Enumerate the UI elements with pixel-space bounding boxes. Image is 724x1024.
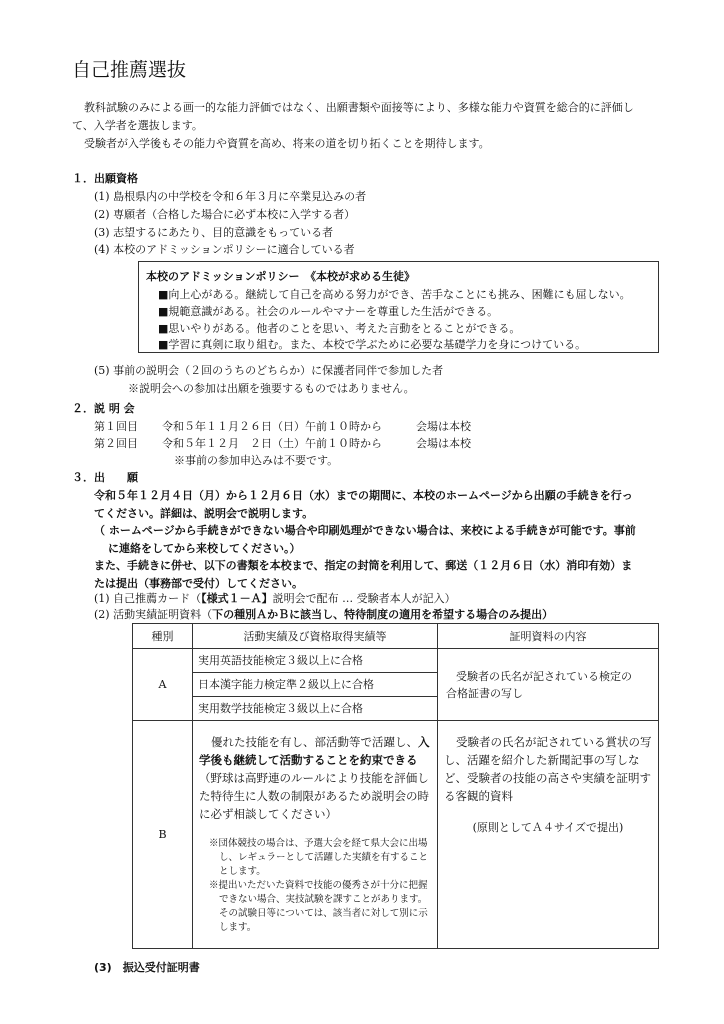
- policy-item-3: ■思いやりがある。他者のことを思い、考えた言動をとることができる。: [158, 322, 521, 335]
- proof-a: [438, 649, 659, 721]
- qualification-item-3: (3) 志望するにあたり、目的意識をもっている者: [94, 226, 334, 239]
- policy-item-1: ■向上心がある。継続して自己を高める努力ができ、苦手なことにも挑み、困難にも屈しない。: [158, 288, 631, 301]
- session-1-number: 第１回目: [94, 420, 138, 433]
- session-2-number: 第２回目: [94, 437, 138, 450]
- qualification-item-5-note: ※説明会への参加は出願を強要するものではありません。: [128, 382, 415, 395]
- application-para3-line1: また、手続きに併せ、以下の書類を本校まで、指定の封筒を利用して、郵送（１２月６日（水）消印有効）ま: [94, 559, 633, 572]
- table-row-a-1: [133, 649, 659, 673]
- table-row-b: [133, 721, 659, 949]
- activity-a-2: 日本漢字能力検定準２級以上に合格: [193, 673, 438, 697]
- intro-para2: 受験者が入学後もその能力や資質を高め、将来の道を切り拓くことを期待します。: [84, 137, 490, 150]
- session-2-date: 令和５年１２月 ２日（土）午前１０時から: [162, 437, 382, 450]
- policy-item-4: ■学習に真剣に取り組む。また、本校で学ぶために必要な基礎学力を身につけている。: [158, 338, 587, 351]
- application-para1-line1: 令和５年１２月４日（月）から１２月６日（水）までの期間に、本校のホームページから出願の手続きを行っ: [94, 489, 633, 502]
- application-para3-line2: たは提出（事務部で受付）してください。: [94, 577, 303, 590]
- section3-heading: ３．出 願: [72, 471, 138, 484]
- qualification-item-5: (5) 事前の説明会（２回のうちのどちらか）に保護者同伴で参加した者: [94, 364, 444, 377]
- session-note: ※事前の参加申込みは不要です。: [174, 454, 339, 467]
- document-item-2-prefix: (2) 活動実績証明資料（: [94, 608, 213, 621]
- proof-a-line2: 合格証書の写し: [446, 686, 523, 700]
- intro-para1-line1: 教科試験のみによる画一的な能力評価ではなく、出願書類や面接等により、多様な能力や資質を総合的に評価し: [84, 101, 634, 114]
- policy-item-2: ■規範意識がある。社会のルールやマナーを尊重した生活ができる。: [158, 305, 499, 318]
- activity-b-note-1: ※団体競技の場合は、予選大会を経て県大会に出場し、レギュラーとして活躍した実績を有することとします。: [209, 838, 429, 877]
- session-2-place: 会場は本校: [416, 437, 471, 450]
- application-para2-line1: （ ホームページから手続きができない場合や印刷処理ができない場合は、来校による手続きが可能です。事前: [94, 524, 636, 537]
- application-para2-line2: に連絡をしてから来校してください。）: [108, 542, 301, 555]
- qualification-item-2: (2) 専願者（合格した場合に必ず本校に入学する者）: [94, 208, 356, 221]
- activity-table: [132, 623, 659, 949]
- section1-heading: １．出願資格: [72, 172, 138, 185]
- proof-b-text: 受験者の氏名が記されている賞状の写し、活躍を紹介した新聞記事の写しなど、受験者の技能の高さや実績を証明する客観的資料: [444, 735, 652, 803]
- intro-para1-line2: て、入学者を選抜します。: [72, 119, 203, 132]
- table-header-activity: 活動実績及び資格取得実績等: [193, 624, 438, 649]
- proof-b: [438, 721, 659, 949]
- proof-b-size-note: (原則としてＡ４サイズで提出): [472, 821, 624, 834]
- activity-a-3: 実用数学技能検定３級以上に合格: [193, 697, 438, 721]
- document-item-3: (3) 振込受付証明書: [94, 961, 200, 974]
- application-para1-line2: てください。詳細は、説明会で説明します。: [94, 507, 314, 520]
- document-item-2: [94, 606, 553, 623]
- page-title: 自己推薦選抜: [72, 59, 187, 81]
- admission-policy-heading: 本校のアドミッションポリシー 《本校が求める生徒》: [146, 270, 416, 283]
- document-item-1-prefix: (1) 自己推薦カード（: [94, 592, 202, 605]
- session-1-date: 令和５年１１月２６日（日）午前１０時から: [162, 420, 382, 433]
- session-1-place: 会場は本校: [416, 420, 471, 433]
- section2-heading: ２．説 明 会: [72, 402, 135, 415]
- activity-b-note-2: ※提出いただいた資料で技能の優秀さが十分に把握できない場合、実技試験を課すことがあります。その試験日等については、該当者に対して別に示します。: [209, 880, 428, 933]
- activity-b-text-2: （野球は高野連のルールにより技能を評価した特待生に人数の制限があるため説明会の時に必ず相談してください）: [199, 771, 429, 821]
- document-item-1-suffix: 説明会で配布 … 受験者本人が記入）: [272, 592, 456, 605]
- activity-b-commitment: 入学後も継続して活動することを約束できる: [199, 735, 430, 767]
- qualification-item-1: (1) 島根県内の中学校を令和６年３月に卒業見込みの者: [94, 190, 367, 203]
- category-b-label: B: [133, 721, 193, 949]
- activity-b: [193, 721, 438, 949]
- qualification-item-4: (4) 本校のアドミッションポリシーに適合している者: [94, 243, 355, 256]
- activity-a-1: 実用英語技能検定３級以上に合格: [193, 649, 438, 673]
- form-code: 【様式１－Ａ】: [201, 592, 273, 605]
- activity-b-text-1: 優れた技能を有し、部活動等で活躍し、: [211, 735, 418, 749]
- table-header-row: [133, 624, 659, 649]
- table-header-proof: 証明資料の内容: [438, 624, 659, 649]
- table-header-category: 種別: [133, 624, 193, 649]
- category-a-label: A: [133, 649, 193, 721]
- proof-a-line1: 受験者の氏名が記されている検定の: [456, 669, 632, 683]
- document-item-2-condition: 下の種別ＡかＢに該当し、特待制度の適用を希望する場合のみ提出）: [212, 608, 554, 621]
- document-item-1: [94, 590, 456, 607]
